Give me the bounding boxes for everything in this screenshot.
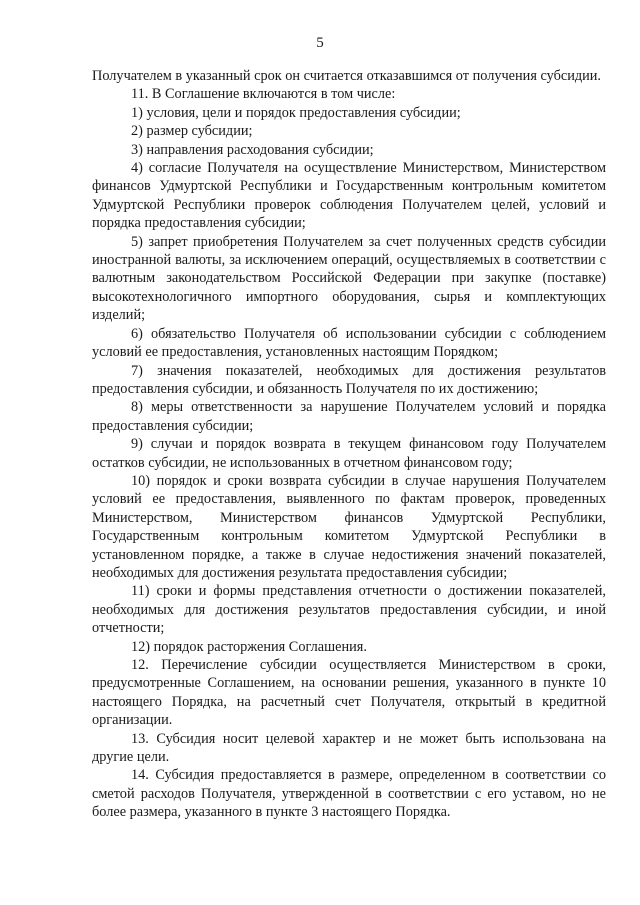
list-item: 3) направления расходования субсидии; <box>131 141 374 158</box>
list-item: 8) меры ответственности за нарушение Получателем условий и порядка предоставления субсидии; <box>92 399 606 434</box>
list-item: 10) порядок и сроки возврата субсидии в случае нарушения Получателем условий ее предоставления, выявленного по фактам проверок, проведенных Министерством, Министерством финансов Удмуртской Республики, Государственным контрольным комитетом Удмуртской Республики в установленном порядке, а также в случае недостижения значений показателей, необходимых для достижения результата предоставления субсидии; <box>92 472 606 581</box>
list-item: 6) обязательство Получателя об использовании субсидии с соблюдением условий ее предоставления, установленных настоящим Порядком; <box>92 325 606 361</box>
list-item: 7) значения показателей, необходимых для достижения результатов предоставления субсидии, и обязанность Получателя по их достижению; <box>92 362 606 397</box>
clause-heading: 11. В Соглашение включаются в том числе: <box>131 86 396 103</box>
list-item: 4) согласие Получателя на осуществление Министерством, Министерством финансов Удмуртской Республики и Государственным контрольным комитетом Удмуртской Республики проверок соблюдения Получателем целей, условий и порядка предоставления субсидии; <box>92 160 606 232</box>
document-body <box>92 67 606 822</box>
page-number: 5 <box>316 35 324 51</box>
clause-paragraph: 13. Субсидия носит целевой характер и не может быть использована на другие цели. <box>92 730 606 766</box>
list-item: 12) порядок расторжения Соглашения. <box>131 638 367 655</box>
paragraph: Получателем в указанный срок он считается отказавшимся от получения субсидии. <box>92 68 602 84</box>
clause-paragraph: 12. Перечисление субсидии осуществляется Министерством в сроки, предусмотренные Соглашением, на основании решения, указанного в пункте 10 настоящего Порядка, на расчетный счет Получателя, открытый в кредитной организации. <box>92 657 606 729</box>
list-item: 5) запрет приобретения Получателем за счет полученных средств субсидии иностранной валюты, за исключением операций, осуществляемых в соответствии с валютным законодательством Российской Федерации при закупке (поставке) высокотехнологичного импортного оборудования, сырья и комплектующих изделий; <box>92 233 606 324</box>
list-item: 1) условия, цели и порядок предоставления субсидии; <box>131 104 461 121</box>
clause-paragraph: 14. Субсидия предоставляется в размере, определенном в соответствии со сметой расходов Получателя, утвержденной в соответствии с его уставом, но не более размера, указанного в пункте 3 настоящего Порядка. <box>92 767 606 821</box>
list-item: 11) сроки и формы представления отчетности о достижении показателей, необходимых для достижения результатов предоставления субсидии, и иной отчетности; <box>92 583 606 637</box>
list-item: 2) размер субсидии; <box>131 123 253 140</box>
list-item: 9) случаи и порядок возврата в текущем финансовом году Получателем остатков субсидии, не использованных в отчетном финансовом году; <box>92 436 606 471</box>
